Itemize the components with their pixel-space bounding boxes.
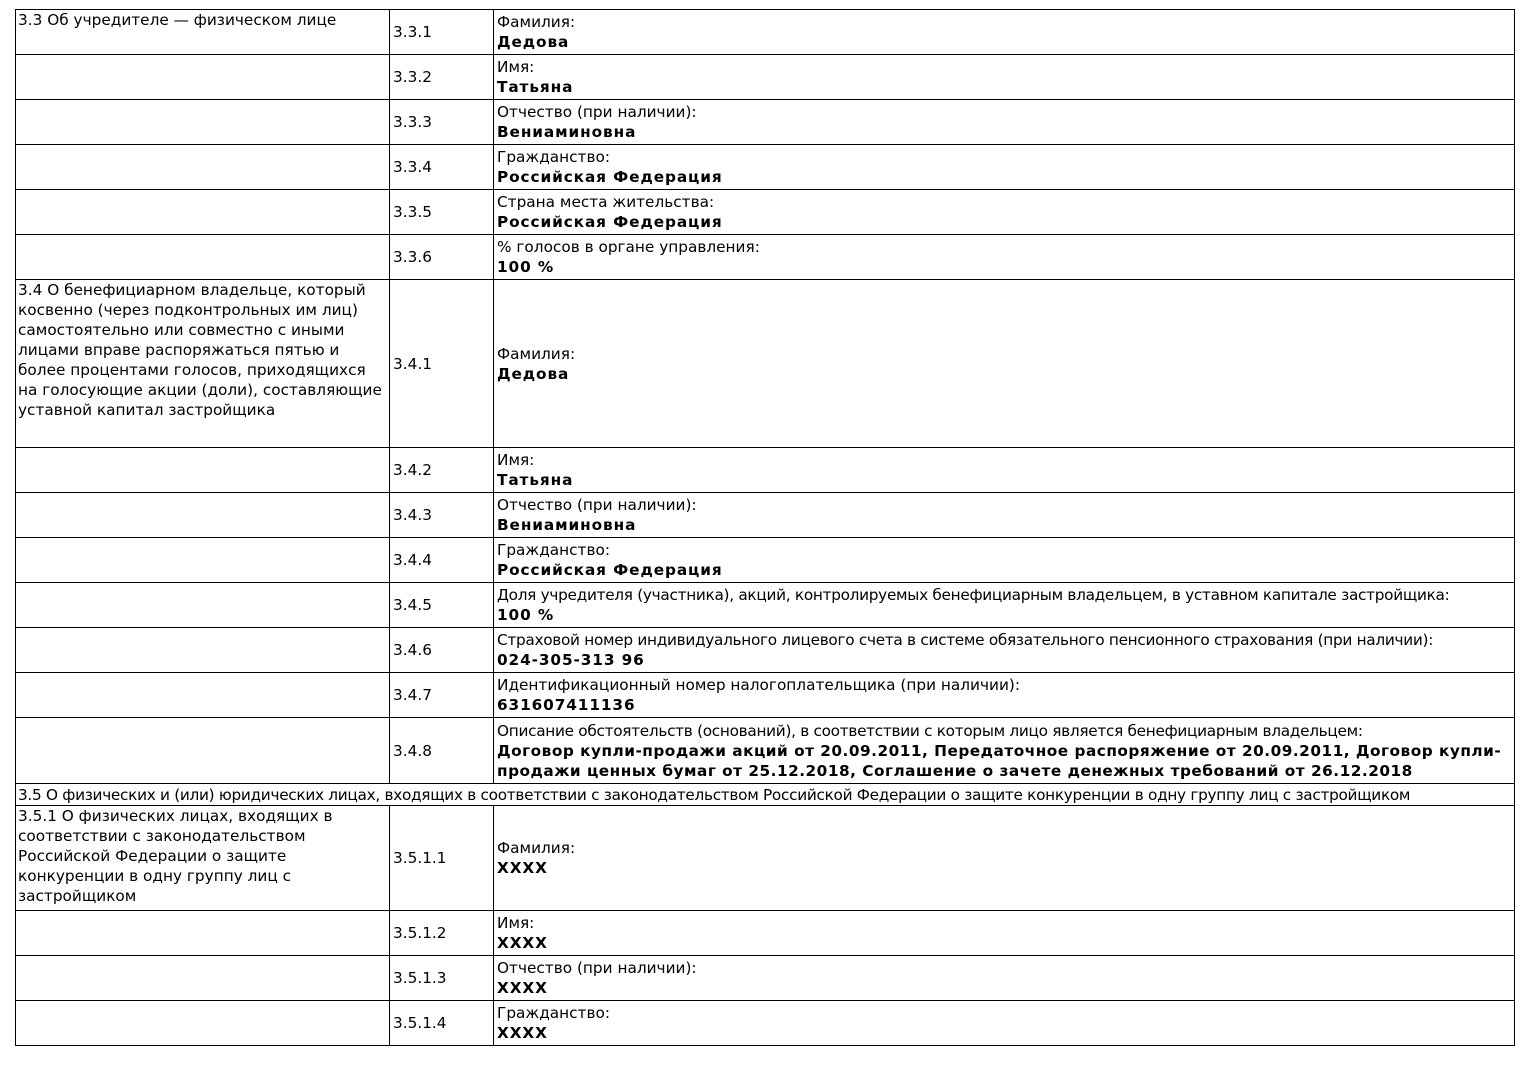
field-cell: [494, 583, 1515, 628]
field-value: XXXX: [497, 934, 548, 952]
field-value: XXXX: [497, 979, 548, 997]
field-cell: [494, 493, 1515, 538]
section-cell: [16, 10, 390, 55]
field-cell: [494, 673, 1515, 718]
field-value: Российская Федерация: [497, 561, 723, 579]
section-title: 3.3 Об учредителе — физическом лице: [18, 11, 337, 29]
item-number: 3.3.4: [390, 145, 494, 190]
item-number: 3.5.1.1: [390, 806, 494, 911]
field-cell: [494, 145, 1515, 190]
field-label: Гражданство:: [497, 1004, 610, 1022]
field-value: Татьяна: [497, 78, 574, 96]
field-value: XXXX: [497, 859, 548, 877]
section-cell: [16, 100, 390, 145]
field-label: Имя:: [497, 451, 535, 469]
field-label: Фамилия:: [497, 839, 576, 857]
item-number: 3.4.6: [390, 628, 494, 673]
field-cell: [494, 628, 1515, 673]
field-cell: [494, 55, 1515, 100]
field-label: Гражданство:: [497, 148, 610, 166]
section-cell: [16, 280, 390, 448]
field-value: Договор купли-продажи акций от 20.09.2011, Передаточное распоряжение от 20.09.2011, Договор купли-продажи ценных бумаг от 25.12.2018, Соглашение о зачете денежных требований от 26.12.2018: [497, 741, 1502, 780]
section-cell: [16, 911, 390, 956]
field-value: 024-305-313 96: [497, 651, 645, 669]
item-number: 3.3.1: [390, 10, 494, 55]
field-cell: [494, 1001, 1515, 1046]
field-value: Российская Федерация: [497, 213, 723, 231]
section-cell: [16, 235, 390, 280]
table-row: [16, 956, 1515, 1001]
field-value: Вениаминовна: [497, 123, 637, 141]
table-row: [16, 448, 1515, 493]
section-cell: [16, 145, 390, 190]
section-title: 3.5.1 О физических лицах, входящих в соответствии с законодательством Российской Федерации о защите конкуренции в одну группу лиц с застройщиком: [18, 807, 333, 905]
item-number: 3.3.6: [390, 235, 494, 280]
table-row: [16, 55, 1515, 100]
item-number: 3.5.1.3: [390, 956, 494, 1001]
item-number: 3.5.1.2: [390, 911, 494, 956]
field-cell: [494, 280, 1515, 448]
item-number: 3.4.4: [390, 538, 494, 583]
section-cell: [16, 628, 390, 673]
field-value: 100 %: [497, 258, 555, 276]
field-label: Имя:: [497, 914, 535, 932]
disclosure-table: [15, 9, 1515, 1046]
table-row: [16, 673, 1515, 718]
field-value: 100 %: [497, 606, 555, 624]
item-number: 3.4.7: [390, 673, 494, 718]
section-cell: [16, 538, 390, 583]
table-row: [16, 806, 1515, 911]
item-number: 3.4.5: [390, 583, 494, 628]
item-number: 3.4.1: [390, 280, 494, 448]
section-cell: [16, 673, 390, 718]
table-row: [16, 10, 1515, 55]
field-cell: [494, 10, 1515, 55]
field-value: 631607411136: [497, 696, 636, 714]
field-label: Описание обстоятельств (оснований), в соответствии с которым лицо является бенефициарным владельцем:: [497, 721, 1363, 740]
field-cell: [494, 100, 1515, 145]
field-label: Фамилия:: [497, 13, 576, 31]
table-row: [16, 190, 1515, 235]
field-value: Татьяна: [497, 471, 574, 489]
table-row: [16, 718, 1515, 784]
field-cell: [494, 190, 1515, 235]
field-label: Отчество (при наличии):: [497, 959, 697, 977]
field-value: Российская Федерация: [497, 168, 723, 186]
field-label: Страховой номер индивидуального лицевого счета в системе обязательного пенсионного страхования (при наличии):: [497, 631, 1434, 649]
item-number: 3.3.3: [390, 100, 494, 145]
field-cell: [494, 956, 1515, 1001]
item-number: 3.4.2: [390, 448, 494, 493]
table-row: [16, 911, 1515, 956]
field-label: Отчество (при наличии):: [497, 103, 697, 121]
field-cell: [494, 448, 1515, 493]
field-label: Отчество (при наличии):: [497, 496, 697, 514]
section-3-5-title: 3.5 О физических и (или) юридических лицах, входящих в соответствии с законодательством Российской Федерации о защите конкуренции в одну группу лиц с застройщиком: [16, 784, 1515, 806]
field-value: Дедова: [497, 364, 570, 383]
section-cell: [16, 1001, 390, 1046]
table-row: [16, 628, 1515, 673]
field-label: Гражданство:: [497, 541, 610, 559]
section-cell: [16, 956, 390, 1001]
item-number: 3.4.3: [390, 493, 494, 538]
field-value: XXXX: [497, 1024, 548, 1042]
section-title: 3.4 О бенефициарном владельце, который косвенно (через подконтрольных им лиц) самостоятельно или совместно с иными лицами вправе распоряжаться пятью и более процентами голосов, приходящихся на голосующие акции (доли), составляющие уставной капитал застройщика: [18, 281, 382, 419]
field-label: Имя:: [497, 58, 535, 76]
section-cell: [16, 583, 390, 628]
field-value: Вениаминовна: [497, 516, 637, 534]
field-label: Идентификационный номер налогоплательщика (при наличии):: [497, 676, 1021, 694]
field-cell: [494, 806, 1515, 911]
field-value: Дедова: [497, 33, 570, 51]
section-cell: [16, 806, 390, 911]
table-row: [16, 493, 1515, 538]
item-number: 3.5.1.4: [390, 1001, 494, 1046]
section-cell: [16, 718, 390, 784]
field-label: Страна места жительства:: [497, 193, 715, 211]
section-header-row: [16, 784, 1515, 806]
table-row: [16, 100, 1515, 145]
section-cell: [16, 493, 390, 538]
field-label: Фамилия:: [497, 344, 576, 363]
section-cell: [16, 448, 390, 493]
table-row: [16, 583, 1515, 628]
item-number: 3.4.8: [390, 718, 494, 784]
field-label: Доля учредителя (участника), акций, контролируемых бенефициарным владельцем, в уставном капитале застройщика:: [497, 586, 1450, 604]
field-cell: [494, 538, 1515, 583]
table-row: [16, 145, 1515, 190]
table-row: [16, 1001, 1515, 1046]
section-cell: [16, 55, 390, 100]
field-label: % голосов в органе управления:: [497, 238, 760, 256]
table-row: [16, 280, 1515, 448]
section-cell: [16, 190, 390, 235]
item-number: 3.3.5: [390, 190, 494, 235]
field-cell: [494, 718, 1515, 784]
field-cell: [494, 235, 1515, 280]
field-cell: [494, 911, 1515, 956]
table-row: [16, 538, 1515, 583]
item-number: 3.3.2: [390, 55, 494, 100]
table-row: [16, 235, 1515, 280]
